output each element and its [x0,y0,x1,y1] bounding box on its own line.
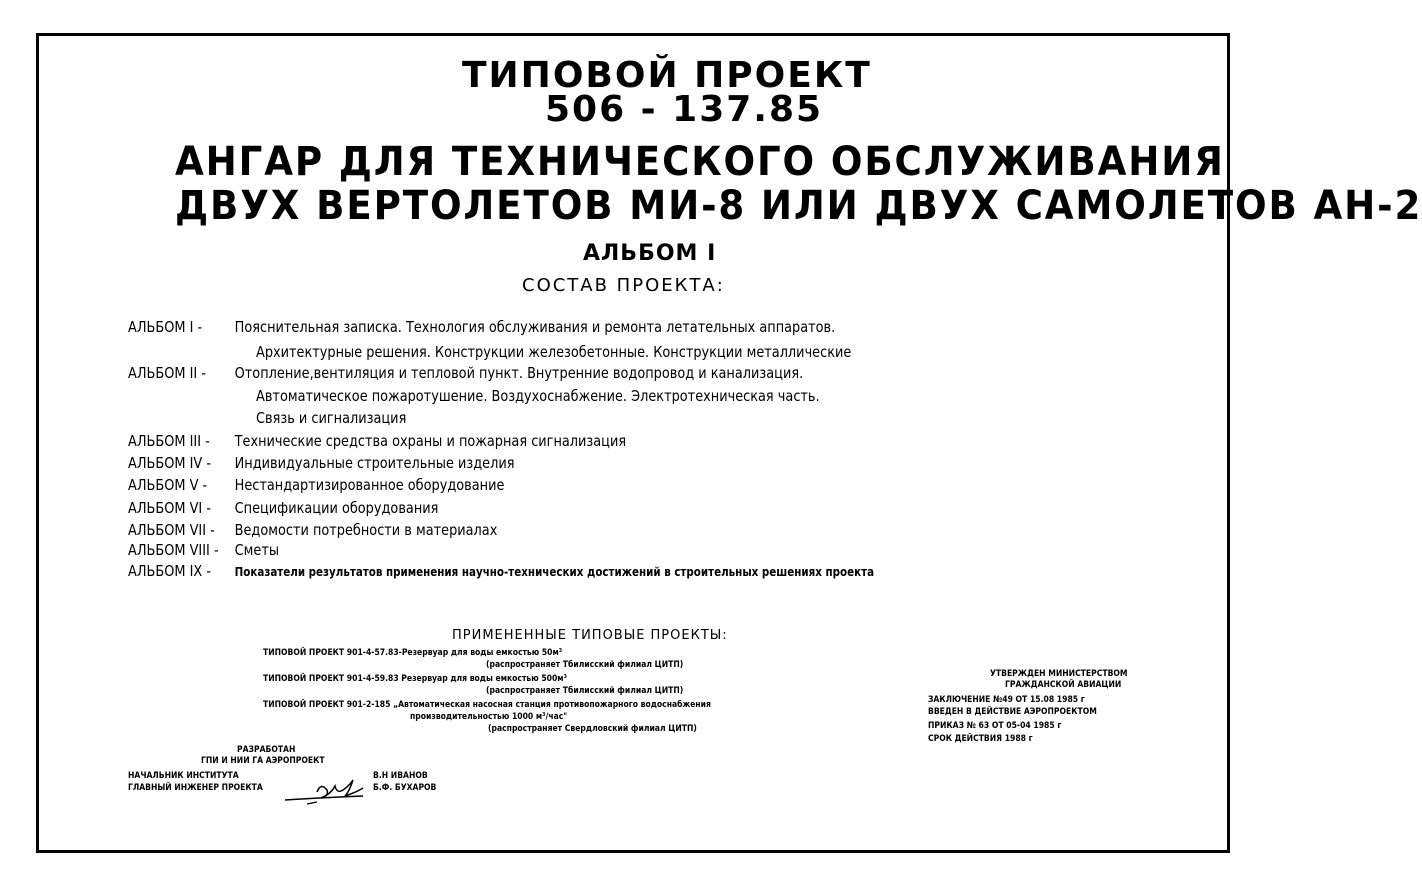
applied-project-3-capacity: производительностью 1000 м³/час" [410,712,568,722]
album-3 [128,434,626,449]
album-5-line: Нестандартизированное оборудование [234,476,505,494]
approval-line-2: ГРАЖДАНСКОЙ АВИАЦИИ [1005,680,1122,690]
album-2 [128,366,803,381]
album-1 [128,320,835,335]
album-5-label: АЛЬБОМ V - [128,476,208,494]
album-8-label: АЛЬБОМ VIII - [128,541,219,559]
album-4 [128,456,515,471]
album-7-label: АЛЬБОМ VII - [128,521,215,539]
album-6 [128,501,438,516]
applied-projects-title: ПРИМЕНЕННЫЕ ТИПОВЫЕ ПРОЕКТЫ: [452,628,728,643]
applied-project-1: ТИПОВОЙ ПРОЕКТ 901-4-57.83-Резервуар для воды емкостью 50м³ [263,648,563,658]
project-number: 506 - 137.85 [545,89,824,130]
header-line1: ТИПОВОЙ ПРОЕКТ [462,55,872,96]
composition-heading: СОСТАВ ПРОЕКТА: [522,275,725,296]
title-line2: ДВУХ ВЕРТОЛЕТОВ МИ-8 ИЛИ ДВУХ САМОЛЕТОВ АН-2 [175,183,1422,229]
album-9-line: Показатели результатов применения научно-технических достижений в строительных решениях проекта [234,565,875,579]
album-1-label: АЛЬБОМ I - [128,318,203,336]
developer-line-1: РАЗРАБОТАН [237,745,296,755]
album-6-line: Спецификации оборудования [234,499,439,517]
album-4-label: АЛЬБОМ IV - [128,454,212,472]
album-6-label: АЛЬБОМ VI - [128,499,212,517]
applied-project-2-distributor: (распространяет Тбилисский филиал ЦИТП) [486,686,684,696]
album-7 [128,523,497,538]
album-1-line-1: Пояснительная записка. Технология обслуживания и ремонта летательных аппаратов. [234,318,836,336]
title-line1: АНГАР ДЛЯ ТЕХНИЧЕСКОГО ОБСЛУЖИВАНИЯ [175,139,1225,185]
album-heading: АЛЬБОМ I [583,241,717,266]
developer-role-2: ГЛАВНЫЙ ИНЖЕНЕР ПРОЕКТА [128,783,263,793]
album-8 [128,543,279,558]
album-2-label: АЛЬБОМ II - [128,364,206,382]
developer-name-1: В.Н ИВАНОВ [373,771,428,781]
signature-image [285,778,365,806]
applied-project-3: ТИПОВОЙ ПРОЕКТ 901-2-185 „Автоматическая насосная станция противопожарного водоснабжения [263,700,711,710]
approval-line-4: ВВЕДЕН В ДЕЙСТВИЕ АЭРОПРОЕКТОМ [928,707,1097,717]
album-3-line: Технические средства охраны и пожарная сигнализация [234,432,627,450]
approval-line-5: ПРИКАЗ № 63 ОТ 05-04 1985 г [928,721,1062,731]
approval-line-1: УТВЕРЖДЕН МИНИСТЕРСТВОМ [990,669,1128,679]
approval-line-3: ЗАКЛЮЧЕНИЕ №49 ОТ 15.08 1985 г [928,695,1085,705]
album-9 [128,564,874,579]
applied-project-2: ТИПОВОЙ ПРОЕКТ 901-4-59.83 Резервуар для воды емкостью 500м³ [263,674,567,684]
developer-role-1: НАЧАЛЬНИК ИНСТИТУТА [128,771,239,781]
album-5 [128,478,504,493]
approval-line-6: СРОК ДЕЙСТВИЯ 1988 г [928,734,1033,744]
album-2-line-3: Связь и сигнализация [256,409,407,427]
album-2-line-2: Автоматическое пожаротушение. Воздухоснабжение. Электротехническая часть. [256,387,820,405]
album-7-line: Ведомости потребности в материалах [234,521,498,539]
applied-project-1-distributor: (распространяет Тбилисский филиал ЦИТП) [486,660,684,670]
developer-name-2: Б.Ф. БУХАРОВ [373,783,437,793]
album-8-line: Сметы [234,541,280,559]
album-3-label: АЛЬБОМ III - [128,432,210,450]
album-4-line: Индивидуальные строительные изделия [234,454,515,472]
developer-line-2: ГПИ И НИИ ГА АЭРОПРОЕКТ [201,756,325,766]
applied-project-3-distributor: (распространяет Свердловский филиал ЦИТП) [488,724,697,734]
album-2-line-1: Отопление,вентиляция и тепловой пункт. Внутренние водопровод и канализация. [234,364,804,382]
album-9-label: АЛЬБОМ IX - [128,562,212,580]
album-1-line-2: Архитектурные решения. Конструкции железобетонные. Конструкции металлические [256,343,852,361]
